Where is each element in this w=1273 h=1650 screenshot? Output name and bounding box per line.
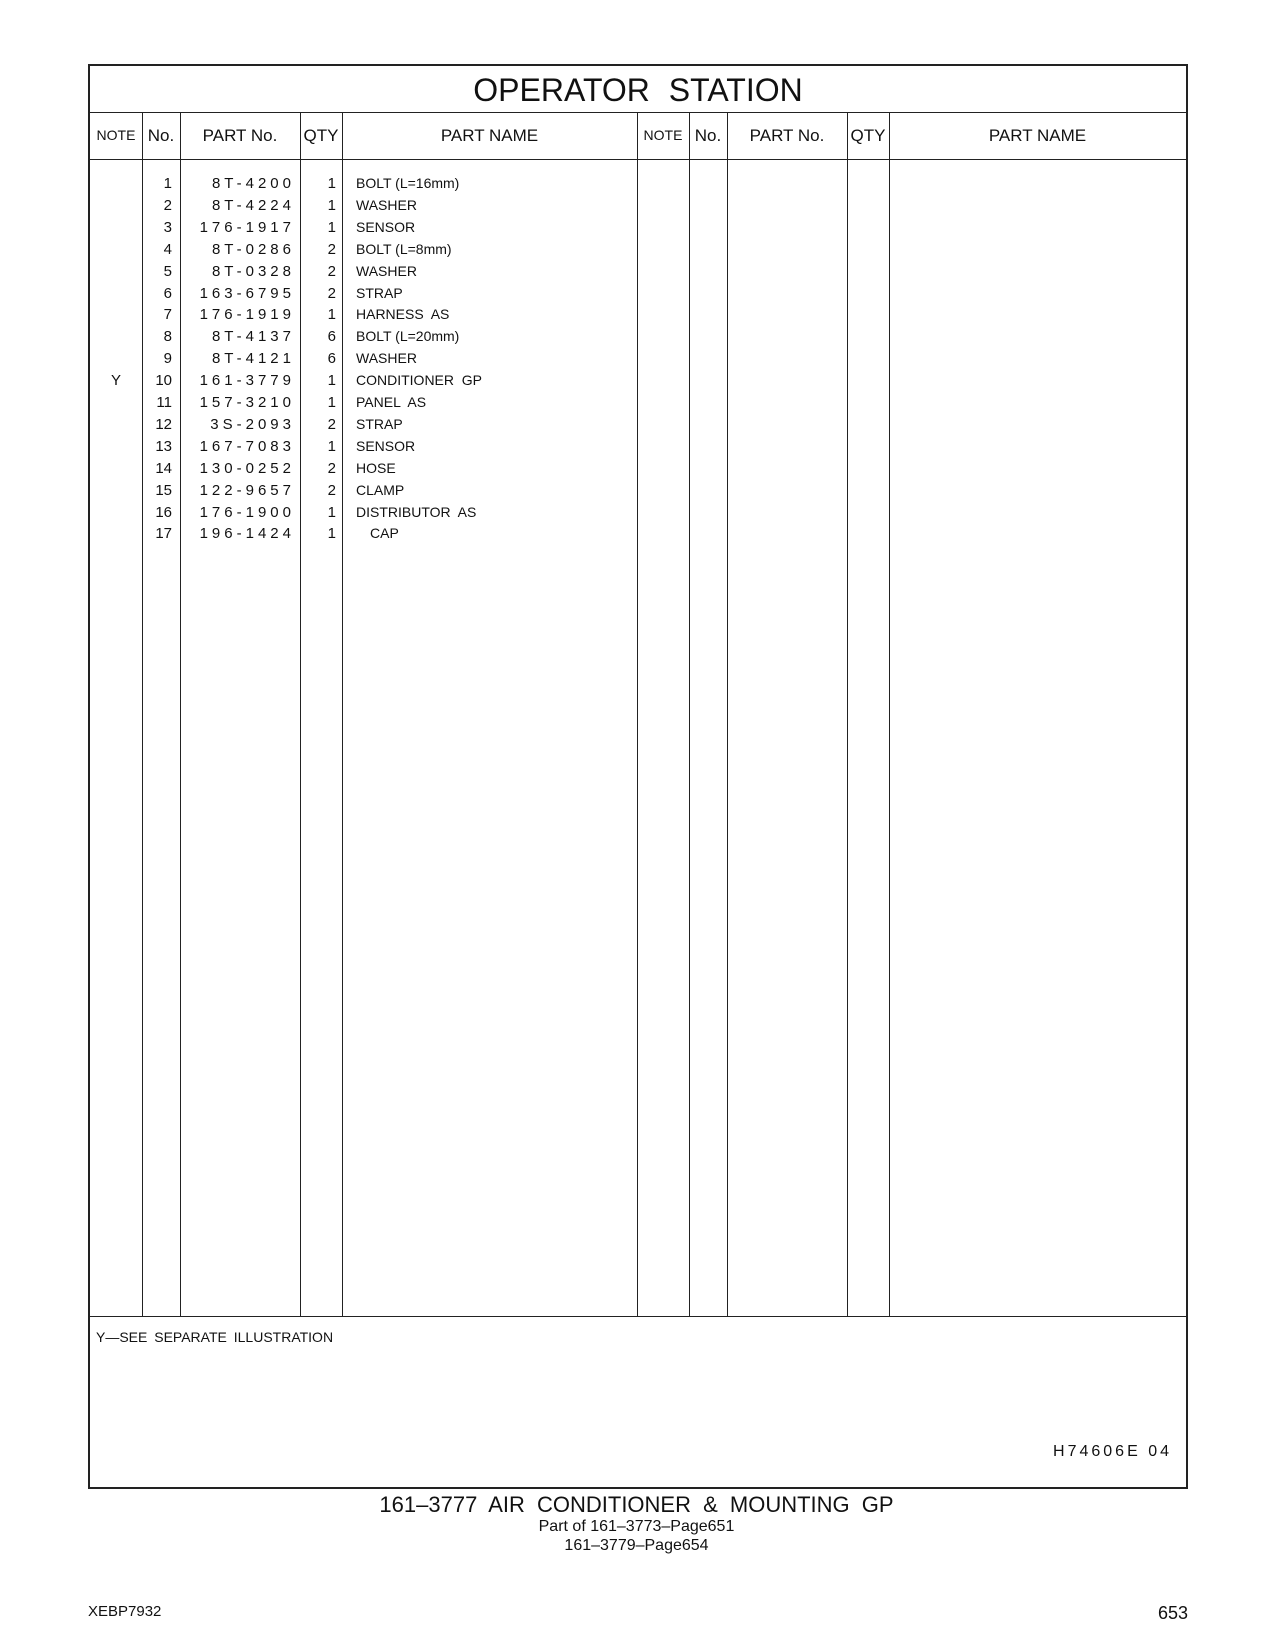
document-id: XEBP7932	[88, 1603, 162, 1620]
row-item-number: 8	[163, 328, 172, 346]
group-caption-title: 161–3777 AIR CONDITIONER & MOUNTING GP	[379, 1492, 894, 1517]
table-row	[90, 216, 670, 239]
row-item-number: 9	[163, 350, 172, 368]
row-part-name: STRAP	[356, 284, 403, 301]
row-part-name: CAP	[370, 525, 399, 542]
row-part-number: 176-1900	[199, 503, 295, 521]
row-note: Y	[110, 372, 121, 390]
row-part-name: SENSOR	[356, 218, 416, 235]
row-item-number: 4	[163, 240, 172, 258]
row-part-name: BOLT (L=20mm)	[356, 328, 460, 345]
row-part-name: BOLT (L=8mm)	[356, 240, 452, 257]
page-number: 653	[1157, 1603, 1188, 1623]
row-part-number: 8T-4137	[211, 328, 295, 346]
row-item-number: 6	[163, 284, 172, 302]
row-part-name: WASHER	[356, 350, 417, 367]
row-part-number: 8T-4224	[211, 196, 295, 214]
header-note-left: NOTE	[96, 127, 136, 143]
header-qty-left: QTY	[303, 126, 339, 145]
header-qty-right: QTY	[850, 126, 886, 145]
group-caption-part-of: Part of 161–3773–Page651	[538, 1518, 735, 1535]
table-header	[90, 113, 1186, 160]
row-part-number: 122-9657	[199, 481, 295, 499]
table-row	[90, 238, 670, 261]
row-part-number: 8T-4121	[211, 350, 295, 368]
illustration-reference-code: H74606E 04	[1053, 1443, 1172, 1460]
row-part-name: PANEL AS	[356, 394, 427, 410]
row-item-number: 15	[155, 481, 172, 499]
row-part-name: WASHER	[356, 196, 417, 213]
table-row	[90, 172, 670, 195]
group-caption-reference: 161–3779–Page654	[564, 1537, 709, 1554]
row-part-number: 176-1917	[199, 218, 295, 236]
table-row	[90, 479, 670, 502]
header-no-right: No.	[694, 126, 722, 145]
row-quantity: 1	[327, 218, 336, 236]
table-row	[90, 347, 670, 370]
row-part-number: 8T-4200	[211, 175, 295, 192]
row-quantity: 2	[327, 262, 336, 280]
parts-table-frame	[88, 64, 1188, 1489]
row-quantity: 6	[327, 328, 336, 346]
row-quantity: 2	[327, 415, 336, 433]
section-title: OPERATOR STATION	[90, 66, 1186, 113]
row-item-number: 13	[155, 437, 172, 455]
row-quantity: 1	[327, 196, 336, 214]
parts-list	[90, 160, 1186, 1316]
row-quantity: 2	[327, 284, 336, 302]
header-no-left: No.	[147, 126, 175, 145]
row-part-number: 8T-0286	[211, 240, 295, 258]
row-part-number: 161-3779	[199, 372, 295, 390]
row-part-number: 167-7083	[199, 437, 295, 455]
header-part-name-right: PART NAME	[988, 126, 1087, 145]
table-row	[90, 413, 670, 436]
row-part-name: CLAMP	[356, 481, 405, 498]
row-item-number: 11	[156, 394, 172, 411]
row-part-name: BOLT (L=16mm)	[356, 175, 460, 191]
row-item-number: 5	[163, 262, 172, 280]
row-item-number: 3	[163, 218, 172, 236]
table-row	[90, 325, 670, 348]
row-item-number: 17	[155, 525, 172, 543]
header-part-name-left: PART NAME	[440, 126, 539, 145]
row-part-name: DISTRIBUTOR AS	[356, 503, 477, 520]
row-part-name: WASHER	[356, 262, 417, 279]
row-quantity: 1	[327, 394, 336, 411]
row-part-number: 163-6795	[199, 284, 295, 302]
row-part-name: STRAP	[356, 415, 403, 432]
row-part-number: 3S-2093	[210, 415, 295, 433]
row-quantity: 1	[327, 306, 336, 324]
row-quantity: 1	[327, 372, 336, 390]
table-row	[90, 303, 670, 326]
row-item-number: 7	[163, 306, 172, 324]
row-part-name: CONDITIONER GP	[356, 372, 483, 389]
table-row	[90, 369, 670, 392]
row-quantity: 2	[327, 240, 336, 258]
header-part-no-left: PART No.	[202, 126, 278, 145]
row-item-number: 12	[155, 415, 172, 433]
row-quantity: 2	[327, 459, 336, 477]
row-item-number: 16	[155, 503, 172, 521]
row-part-number: 8T-0328	[211, 262, 295, 280]
table-row	[90, 194, 670, 217]
row-quantity: 1	[327, 437, 336, 455]
row-part-number: 157-3210	[199, 394, 295, 411]
table-row	[90, 260, 670, 283]
table-row	[90, 457, 670, 480]
footnote: Y—SEE SEPARATE ILLUSTRATION	[96, 1329, 334, 1345]
row-quantity: 2	[327, 481, 336, 499]
row-quantity: 6	[327, 350, 336, 368]
table-row	[90, 391, 670, 414]
row-item-number: 14	[155, 459, 172, 477]
row-item-number: 1	[163, 175, 172, 192]
header-note-right: NOTE	[643, 127, 683, 143]
table-row	[90, 501, 670, 524]
footer-divider	[90, 1316, 1186, 1317]
row-part-number: 196-1424	[199, 525, 295, 543]
row-item-number: 10	[155, 372, 172, 390]
table-row	[90, 282, 670, 305]
row-part-number: 130-0252	[199, 459, 295, 477]
header-part-no-right: PART No.	[749, 126, 825, 145]
row-part-name: SENSOR	[356, 437, 416, 454]
row-part-name: HARNESS AS	[356, 306, 450, 323]
row-part-number: 176-1919	[199, 306, 295, 324]
row-item-number: 2	[163, 196, 172, 214]
table-row	[90, 522, 670, 545]
row-quantity: 1	[327, 503, 336, 521]
row-part-name: HOSE	[356, 459, 396, 476]
table-row	[90, 435, 670, 458]
row-quantity: 1	[327, 525, 336, 543]
row-quantity: 1	[327, 175, 336, 192]
